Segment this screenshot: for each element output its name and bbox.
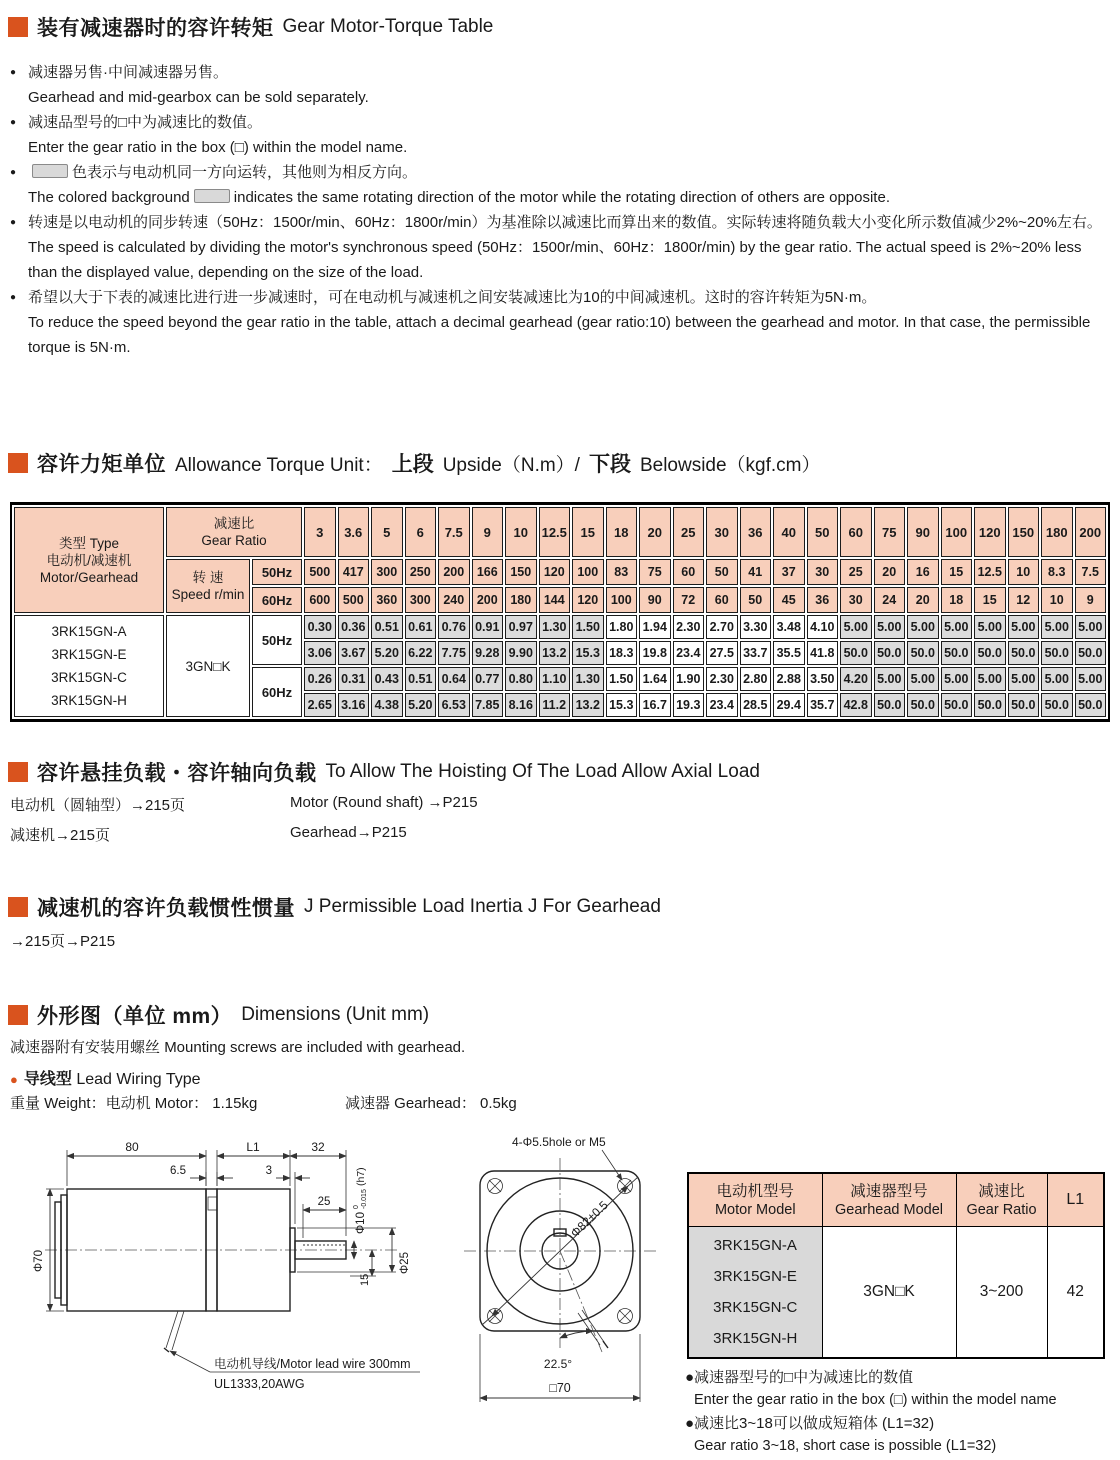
speed-50hz-value: 10 <box>1008 559 1040 585</box>
torque-50hz-nm: 3.48 <box>773 615 805 639</box>
dimension-6p5 <box>170 1165 233 1186</box>
heading-square-icon <box>8 453 28 473</box>
lead-wires <box>164 1311 184 1352</box>
svg-text:(h7): (h7) <box>355 1167 367 1186</box>
torque-60hz-nm: 4.20 <box>840 667 872 691</box>
heading-cn: 容许悬挂负载・容许轴向负载 <box>37 762 317 785</box>
torque-50hz-nm: 5.00 <box>1008 615 1040 639</box>
torque-60hz-kgfcm: 8.16 <box>505 693 537 717</box>
svg-text:0: 0 <box>353 1205 360 1209</box>
torque-50hz-kgfcm: 50.0 <box>874 641 906 665</box>
torque-50hz-kgfcm: 9.28 <box>472 641 504 665</box>
torque-50hz-nm: 0.36 <box>338 615 370 639</box>
torque-50hz-kgfcm: 13.2 <box>539 641 571 665</box>
gear-ratio-value: 120 <box>974 507 1006 557</box>
torque-50hz-kgfcm: 41.8 <box>807 641 839 665</box>
torque-60hz-kgfcm: 50.0 <box>907 693 939 717</box>
torque-50hz-nm: 5.00 <box>1041 615 1073 639</box>
speed-50hz-value: 300 <box>371 559 403 585</box>
gear-ratio-value: 15 <box>572 507 604 557</box>
belowside-en: Belowside（kgf.cm） <box>639 454 821 476</box>
torque-60hz-nm: 1.10 <box>539 667 571 691</box>
torque-50hz-kgfcm: 5.20 <box>371 641 403 665</box>
svg-text:6.5: 6.5 <box>170 1165 186 1177</box>
speed-50hz-value: 20 <box>874 559 906 585</box>
bullet-icon: ● <box>10 292 17 303</box>
heading-cn: 减速机的容许负载惯性惯量 <box>37 897 295 920</box>
torque-60hz-nm: 3.50 <box>807 667 839 691</box>
dimension-32 <box>290 1140 346 1236</box>
speed-header-cell: 转 速 Speed r/min <box>166 559 250 613</box>
torque-60hz-kgfcm: 3.16 <box>338 693 370 717</box>
speed-50hz-value: 417 <box>338 559 370 585</box>
list-item: ● 减速品型号的□中为减速比的数值。 <box>2 110 1106 135</box>
note-line: ●减速比3~18可以做成短箱体 (L1=32) <box>685 1415 935 1432</box>
svg-text:电动机导线/Motor lead wire 300mm: 电动机导线/Motor lead wire 300mm <box>214 1357 411 1371</box>
speed-60hz-value: 60 <box>706 587 738 613</box>
speed-50hz-value: 8.3 <box>1041 559 1073 585</box>
torque-60hz-kgfcm: 13.2 <box>572 693 604 717</box>
speed-60hz-value: 300 <box>405 587 437 613</box>
motor-front-view-drawing <box>450 1126 685 1446</box>
svg-text:-0.015: -0.015 <box>361 1189 368 1209</box>
heading-square-icon <box>8 762 28 782</box>
model-table-body <box>688 1227 1104 1359</box>
torque-50hz-kgfcm: 18.3 <box>606 641 638 665</box>
gear-ratio-header-cell: 减速比 Gear Ratio <box>166 507 302 557</box>
torque-50hz-kgfcm: 50.0 <box>840 641 872 665</box>
torque-60hz-kgfcm: 28.5 <box>740 693 772 717</box>
torque-50hz-nm: 5.00 <box>974 615 1006 639</box>
torque-50hz-kgfcm: 33.7 <box>740 641 772 665</box>
heading-square-icon <box>8 17 28 37</box>
torque-50hz-kgfcm: 15.3 <box>572 641 604 665</box>
hz60-header-cell: 60Hz <box>252 587 302 613</box>
torque-60hz-nm: 5.00 <box>941 667 973 691</box>
gear-ratio-value: 9 <box>472 507 504 557</box>
motor-side-view-drawing <box>20 1126 460 1436</box>
speed-60hz-value: 9 <box>1075 587 1107 613</box>
svg-text:UL1333,20AWG: UL1333,20AWG <box>214 1377 305 1391</box>
speed-60hz-value: 36 <box>807 587 839 613</box>
torque-table-head <box>14 507 1106 613</box>
gear-ratio-value: 6 <box>405 507 437 557</box>
gear-ratio-value: 12.5 <box>539 507 571 557</box>
torque-60hz-kgfcm: 23.4 <box>706 693 738 717</box>
torque-50hz-nm: 1.50 <box>572 615 604 639</box>
ref-gearhead-cn: 减速机→215页 <box>10 827 111 844</box>
svg-text:Φ25: Φ25 <box>399 1252 411 1274</box>
motor-models-cell <box>14 615 164 717</box>
gear-ratio-value: 36 <box>740 507 772 557</box>
torque-50hz-nm: 3.30 <box>740 615 772 639</box>
speed-60hz-value: 72 <box>673 587 705 613</box>
heading-square-icon <box>8 1005 28 1025</box>
gear-ratio-value: 90 <box>907 507 939 557</box>
torque-60hz-nm: 0.51 <box>405 667 437 691</box>
model-name: 3RK15GN-C <box>51 670 127 685</box>
torque-60hz-nm: 0.43 <box>371 667 403 691</box>
model-name: 3RK15GN-H <box>51 693 127 708</box>
torque-50hz-nm: 1.94 <box>639 615 671 639</box>
gear-ratio-value: 100 <box>941 507 973 557</box>
gear-ratio-value: 3 <box>304 507 336 557</box>
heading-cn: 装有减速器时的容许转矩 <box>37 17 274 40</box>
speed-50hz-value: 500 <box>304 559 336 585</box>
speed-50hz-value: 7.5 <box>1075 559 1107 585</box>
list-item: The speed is calculated by dividing the motor's synchronous speed (50Hz：1500r/min、60Hz：1800r/min) by the gear ratio. The actual speed is 2%~20% less than the displayed value, depending on the size of the load. <box>28 239 1082 281</box>
torque-60hz-nm: 5.00 <box>874 667 906 691</box>
torque-60hz-nm: 5.00 <box>1041 667 1073 691</box>
gray-swatch-icon <box>194 189 230 203</box>
torque-60hz-kgfcm: 4.38 <box>371 693 403 717</box>
speed-60hz-value: 15 <box>974 587 1006 613</box>
torque-50hz-kgfcm: 9.90 <box>505 641 537 665</box>
heading-en: Allowance Torque Unit： <box>175 454 383 476</box>
list-item: Gearhead and mid-gearbox can be sold separately. <box>28 89 369 106</box>
torque-50hz-nm: 2.30 <box>673 615 705 639</box>
torque-50hz-nm: 5.00 <box>907 615 939 639</box>
speed-50hz-value: 75 <box>639 559 671 585</box>
dimension-25 <box>303 1196 346 1238</box>
torque-60hz-kgfcm: 50.0 <box>1075 693 1107 717</box>
heading-en: Gear Motor-Torque Table <box>282 16 494 37</box>
speed-50hz-value: 25 <box>840 559 872 585</box>
gear-ratio-value: 20 <box>639 507 671 557</box>
lead-wiring-type-label: ● 导线型 Lead Wiring Type <box>10 1071 201 1088</box>
speed-60hz-value: 144 <box>539 587 571 613</box>
wire-label <box>170 1351 420 1391</box>
torque-60hz-kgfcm: 16.7 <box>639 693 671 717</box>
list-item: The colored background indicates the same rotating direction of the motor while the rotating direction of others are opposite. <box>28 189 890 206</box>
torque-50hz-kgfcm: 23.4 <box>673 641 705 665</box>
speed-60hz-value: 45 <box>773 587 805 613</box>
torque-60hz-nm: 0.80 <box>505 667 537 691</box>
holes-label <box>512 1135 622 1180</box>
torque-60hz-nm: 5.00 <box>1075 667 1107 691</box>
weight-motor: 重量 Weight：电动机 Motor： 1.15kg <box>10 1095 258 1112</box>
torque-60hz-kgfcm: 50.0 <box>874 693 906 717</box>
speed-50hz-value: 30 <box>807 559 839 585</box>
torque-60hz-kgfcm: 50.0 <box>941 693 973 717</box>
torque-table-body <box>14 615 1106 717</box>
list-item: ● 转速是以电动机的同步转速（50Hz：1500r/min、60Hz：1800r/min）为基准除以减速比而算出来的数值。实际转速将随负载大小变化所示数值减少2%~20%左右。 <box>2 210 1106 235</box>
torque-50hz-kgfcm: 27.5 <box>706 641 738 665</box>
speed-60hz-value: 240 <box>438 587 470 613</box>
torque-50hz-kgfcm: 50.0 <box>1008 641 1040 665</box>
section-torque-heading <box>8 12 493 42</box>
belowside-cn: 下段 <box>588 453 631 476</box>
gear-ratio-value: 200 <box>1075 507 1107 557</box>
heading-square-icon <box>8 897 28 917</box>
speed-50hz-value: 100 <box>572 559 604 585</box>
speed-60hz-value: 24 <box>874 587 906 613</box>
torque-50hz-nm: 5.00 <box>1075 615 1107 639</box>
svg-text:15: 15 <box>359 1273 371 1286</box>
model-name: 3RK15GN-A <box>713 1237 797 1254</box>
gear-ratio-value: 180 <box>1041 507 1073 557</box>
speed-50hz-value: 50 <box>706 559 738 585</box>
speed-60hz-value: 600 <box>304 587 336 613</box>
dimension-80 <box>67 1140 206 1186</box>
model-name: 3RK15GN-E <box>713 1268 797 1285</box>
heading-cn: 容许力矩单位 <box>37 453 166 476</box>
torque-50hz-kgfcm: 50.0 <box>1041 641 1073 665</box>
torque-60hz-nm: 1.50 <box>606 667 638 691</box>
l1-header: L1 <box>1047 1173 1104 1227</box>
bullet-icon: ● <box>10 167 17 178</box>
heading-en: Dimensions (Unit mm) <box>241 1004 430 1025</box>
svg-text:Φ10: Φ10 <box>355 1212 367 1234</box>
speed-60hz-value: 360 <box>371 587 403 613</box>
motor-model-header: 电动机型号 Motor Model <box>688 1173 822 1227</box>
speed-50hz-value: 200 <box>438 559 470 585</box>
svg-text:22.5°: 22.5° <box>543 1357 573 1371</box>
speed-50hz-value: 150 <box>505 559 537 585</box>
mounting-screws-note: 减速器附有安装用螺丝 Mounting screws are included with gearhead. <box>10 1039 466 1056</box>
svg-text:Φ82±0.5: Φ82±0.5 <box>567 1198 611 1241</box>
speed-60hz-value: 20 <box>907 587 939 613</box>
torque-50hz-kgfcm: 50.0 <box>1075 641 1107 665</box>
torque-50hz-kgfcm: 19.8 <box>639 641 671 665</box>
torque-60hz-nm: 0.26 <box>304 667 336 691</box>
gear-ratio-value: 150 <box>1008 507 1040 557</box>
wire-angle <box>544 1251 608 1371</box>
gear-ratio-value: 50 <box>807 507 839 557</box>
model-table-head <box>688 1173 1104 1227</box>
torque-60hz-kgfcm: 42.8 <box>840 693 872 717</box>
gear-ratio-value: 5 <box>371 507 403 557</box>
speed-60hz-value: 200 <box>472 587 504 613</box>
motor-models-list <box>688 1227 822 1359</box>
torque-60hz-kgfcm: 6.53 <box>438 693 470 717</box>
torque-50hz-kgfcm: 50.0 <box>907 641 939 665</box>
bullet-icon: ● <box>10 117 17 128</box>
list-item: ● 希望以大于下表的减速比进行进一步减速时，可在电动机与减速机之间安装减速比为10的中间减速机。这时的容许转矩为5N·m。 <box>2 285 1106 310</box>
torque-50hz-nm: 0.61 <box>405 615 437 639</box>
model-name: 3RK15GN-C <box>713 1299 798 1316</box>
torque-60hz-nm: 1.90 <box>673 667 705 691</box>
svg-text:L1: L1 <box>246 1140 260 1154</box>
torque-60hz-kgfcm: 19.3 <box>673 693 705 717</box>
shaft-diameter-label <box>353 1167 368 1234</box>
torque-50hz-nm: 5.00 <box>941 615 973 639</box>
gear-ratio-value: 3.6 <box>338 507 370 557</box>
note-line: Enter the gear ratio in the box (□) within the model name <box>694 1392 1057 1408</box>
torque-60hz-nm: 2.30 <box>706 667 738 691</box>
torque-table <box>10 502 1110 722</box>
torque-60hz-kgfcm: 15.3 <box>606 693 638 717</box>
gear-ratio-value: 3~200 <box>956 1227 1047 1359</box>
gear-ratio-header: 减速比 Gear Ratio <box>956 1173 1047 1227</box>
list-item: To reduce the speed beyond the gear ratio in the table, attach a decimal gearhead (gear ratio:10) between the gearhead and motor. In that case, the permissible torque is 5N·m. <box>28 314 1091 356</box>
section-allowance-torque-heading <box>8 448 821 478</box>
torque-60hz-kgfcm: 2.65 <box>304 693 336 717</box>
speed-50hz-value: 12.5 <box>974 559 1006 585</box>
model-table-notes <box>685 1366 1057 1458</box>
torque-50hz-nm: 0.97 <box>505 615 537 639</box>
speed-60hz-value: 50 <box>740 587 772 613</box>
torque-60hz-kgfcm: 29.4 <box>773 693 805 717</box>
section-dimensions-heading <box>8 1000 429 1030</box>
torque-60hz-kgfcm: 50.0 <box>1041 693 1073 717</box>
speed-60hz-value: 10 <box>1041 587 1073 613</box>
speed-60hz-value: 30 <box>840 587 872 613</box>
svg-text:3: 3 <box>265 1165 272 1177</box>
torque-50hz-nm: 0.30 <box>304 615 336 639</box>
torque-60hz-kgfcm: 5.20 <box>405 693 437 717</box>
gearhead-model-cell: 3GN□K <box>166 615 250 717</box>
gear-ratio-value: 30 <box>706 507 738 557</box>
model-table <box>687 1172 1105 1359</box>
ref-inertia: →215页→P215 <box>10 933 116 950</box>
svg-text:Φ70: Φ70 <box>33 1250 45 1272</box>
torque-50hz-nm: 4.10 <box>807 615 839 639</box>
dimension-L1 <box>217 1140 290 1186</box>
torque-60hz-kgfcm: 50.0 <box>974 693 1006 717</box>
torque-60hz-kgfcm: 11.2 <box>539 693 571 717</box>
torque-60hz-kgfcm: 50.0 <box>1008 693 1040 717</box>
gear-ratio-value: 25 <box>673 507 705 557</box>
torque-60hz-nm: 1.64 <box>639 667 671 691</box>
torque-50hz-nm: 0.51 <box>371 615 403 639</box>
speed-60hz-value: 100 <box>606 587 638 613</box>
svg-text:32: 32 <box>311 1140 325 1154</box>
gear-ratio-value: 10 <box>505 507 537 557</box>
torque-50hz-nm: 2.70 <box>706 615 738 639</box>
torque-60hz-nm: 2.80 <box>740 667 772 691</box>
list-item: ● 减速器另售·中间减速器另售。 <box>2 60 1106 85</box>
torque-60hz-nm: 5.00 <box>1008 667 1040 691</box>
speed-50hz-value: 120 <box>539 559 571 585</box>
bullet-icon: ● <box>10 217 17 228</box>
torque-50hz-kgfcm: 50.0 <box>974 641 1006 665</box>
model-name: 3RK15GN-E <box>51 647 127 662</box>
gear-ratio-value: 7.5 <box>438 507 470 557</box>
speed-60hz-value: 12 <box>1008 587 1040 613</box>
speed-60hz-value: 18 <box>941 587 973 613</box>
gear-ratio-value: 40 <box>773 507 805 557</box>
section-axial-load-heading <box>8 757 760 787</box>
gearhead-model-header: 减速器型号 Gearhead Model <box>822 1173 956 1227</box>
speed-50hz-value: 250 <box>405 559 437 585</box>
ref-motor-cn: 电动机（圆轴型）→215页 <box>10 797 186 814</box>
speed-50hz-value: 37 <box>773 559 805 585</box>
speed-60hz-value: 180 <box>505 587 537 613</box>
bullet-icon: ● <box>10 67 17 78</box>
upside-en: Upside（N.m）/ <box>442 454 580 476</box>
speed-60hz-value: 120 <box>572 587 604 613</box>
upside-cn: 上段 <box>391 453 434 476</box>
torque-50hz-kgfcm: 7.75 <box>438 641 470 665</box>
l1-value: 42 <box>1047 1227 1104 1359</box>
torque-60hz-kgfcm: 7.85 <box>472 693 504 717</box>
model-name: 3RK15GN-H <box>713 1330 798 1347</box>
note-line: Gear ratio 3~18, short case is possible (L1=32) <box>694 1438 997 1454</box>
torque-60hz-nm: 0.64 <box>438 667 470 691</box>
torque-60hz-nm: 5.00 <box>907 667 939 691</box>
note-line: ●减速器型号的□中为减速比的数值 <box>685 1369 914 1386</box>
torque-60hz-nm: 1.30 <box>572 667 604 691</box>
torque-50hz-nm: 5.00 <box>840 615 872 639</box>
torque-50hz-nm: 0.76 <box>438 615 470 639</box>
svg-text:80: 80 <box>125 1140 139 1154</box>
gear-ratio-value: 60 <box>840 507 872 557</box>
speed-50hz-value: 41 <box>740 559 772 585</box>
list-item: Enter the gear ratio in the box (□) within the model name. <box>28 139 408 156</box>
heading-cn: 外形图（单位 mm） <box>37 1005 233 1028</box>
svg-text:4-Φ5.5hole or M5: 4-Φ5.5hole or M5 <box>512 1135 606 1149</box>
ref-motor-en: Motor (Round shaft) →P215 <box>290 794 478 811</box>
torque-50hz-kgfcm: 3.06 <box>304 641 336 665</box>
torque-50hz-kgfcm: 6.22 <box>405 641 437 665</box>
speed-50hz-value: 16 <box>907 559 939 585</box>
speed-60hz-value: 90 <box>639 587 671 613</box>
heading-en: To Allow The Hoisting Of The Load Allow Axial Load <box>325 761 760 782</box>
hz50-row-label: 50Hz <box>252 615 302 665</box>
torque-50hz-kgfcm: 35.5 <box>773 641 805 665</box>
torque-60hz-nm: 0.77 <box>472 667 504 691</box>
svg-text:□70: □70 <box>549 1381 571 1395</box>
speed-50hz-value: 60 <box>673 559 705 585</box>
type-header-cell: 类型 Type 电动机/减速机 Motor/Gearhead <box>14 507 164 613</box>
list-item: ● 色表示与电动机同一方向运转，其他则为相反方向。 <box>2 160 1106 185</box>
hz50-header-cell: 50Hz <box>252 559 302 585</box>
torque-60hz-kgfcm: 35.7 <box>807 693 839 717</box>
torque-50hz-nm: 1.80 <box>606 615 638 639</box>
torque-50hz-nm: 0.91 <box>472 615 504 639</box>
speed-50hz-value: 15 <box>941 559 973 585</box>
ref-gearhead-en: Gearhead→P215 <box>290 824 407 841</box>
speed-50hz-value: 166 <box>472 559 504 585</box>
torque-50hz-nm: 5.00 <box>874 615 906 639</box>
gear-ratio-value: 18 <box>606 507 638 557</box>
gear-ratio-value: 75 <box>874 507 906 557</box>
torque-60hz-nm: 5.00 <box>974 667 1006 691</box>
heading-en: J Permissible Load Inertia J For Gearhead <box>304 896 661 917</box>
torque-50hz-kgfcm: 50.0 <box>941 641 973 665</box>
weight-gearhead: 减速器 Gearhead： 0.5kg <box>345 1095 517 1112</box>
speed-60hz-value: 500 <box>338 587 370 613</box>
torque-50hz-nm: 1.30 <box>539 615 571 639</box>
svg-text:25: 25 <box>317 1196 331 1208</box>
torque-60hz-nm: 0.31 <box>338 667 370 691</box>
hz60-row-label: 60Hz <box>252 667 302 717</box>
model-name: 3RK15GN-A <box>51 624 127 639</box>
torque-60hz-nm: 2.88 <box>773 667 805 691</box>
gearhead-model-value: 3GN□K <box>822 1227 956 1359</box>
speed-50hz-value: 83 <box>606 559 638 585</box>
torque-notes-list <box>2 60 1106 360</box>
orange-dot-icon: ● <box>10 1072 18 1087</box>
torque-50hz-kgfcm: 3.67 <box>338 641 370 665</box>
gray-swatch-icon <box>32 164 68 178</box>
section-inertia-heading <box>8 892 661 922</box>
